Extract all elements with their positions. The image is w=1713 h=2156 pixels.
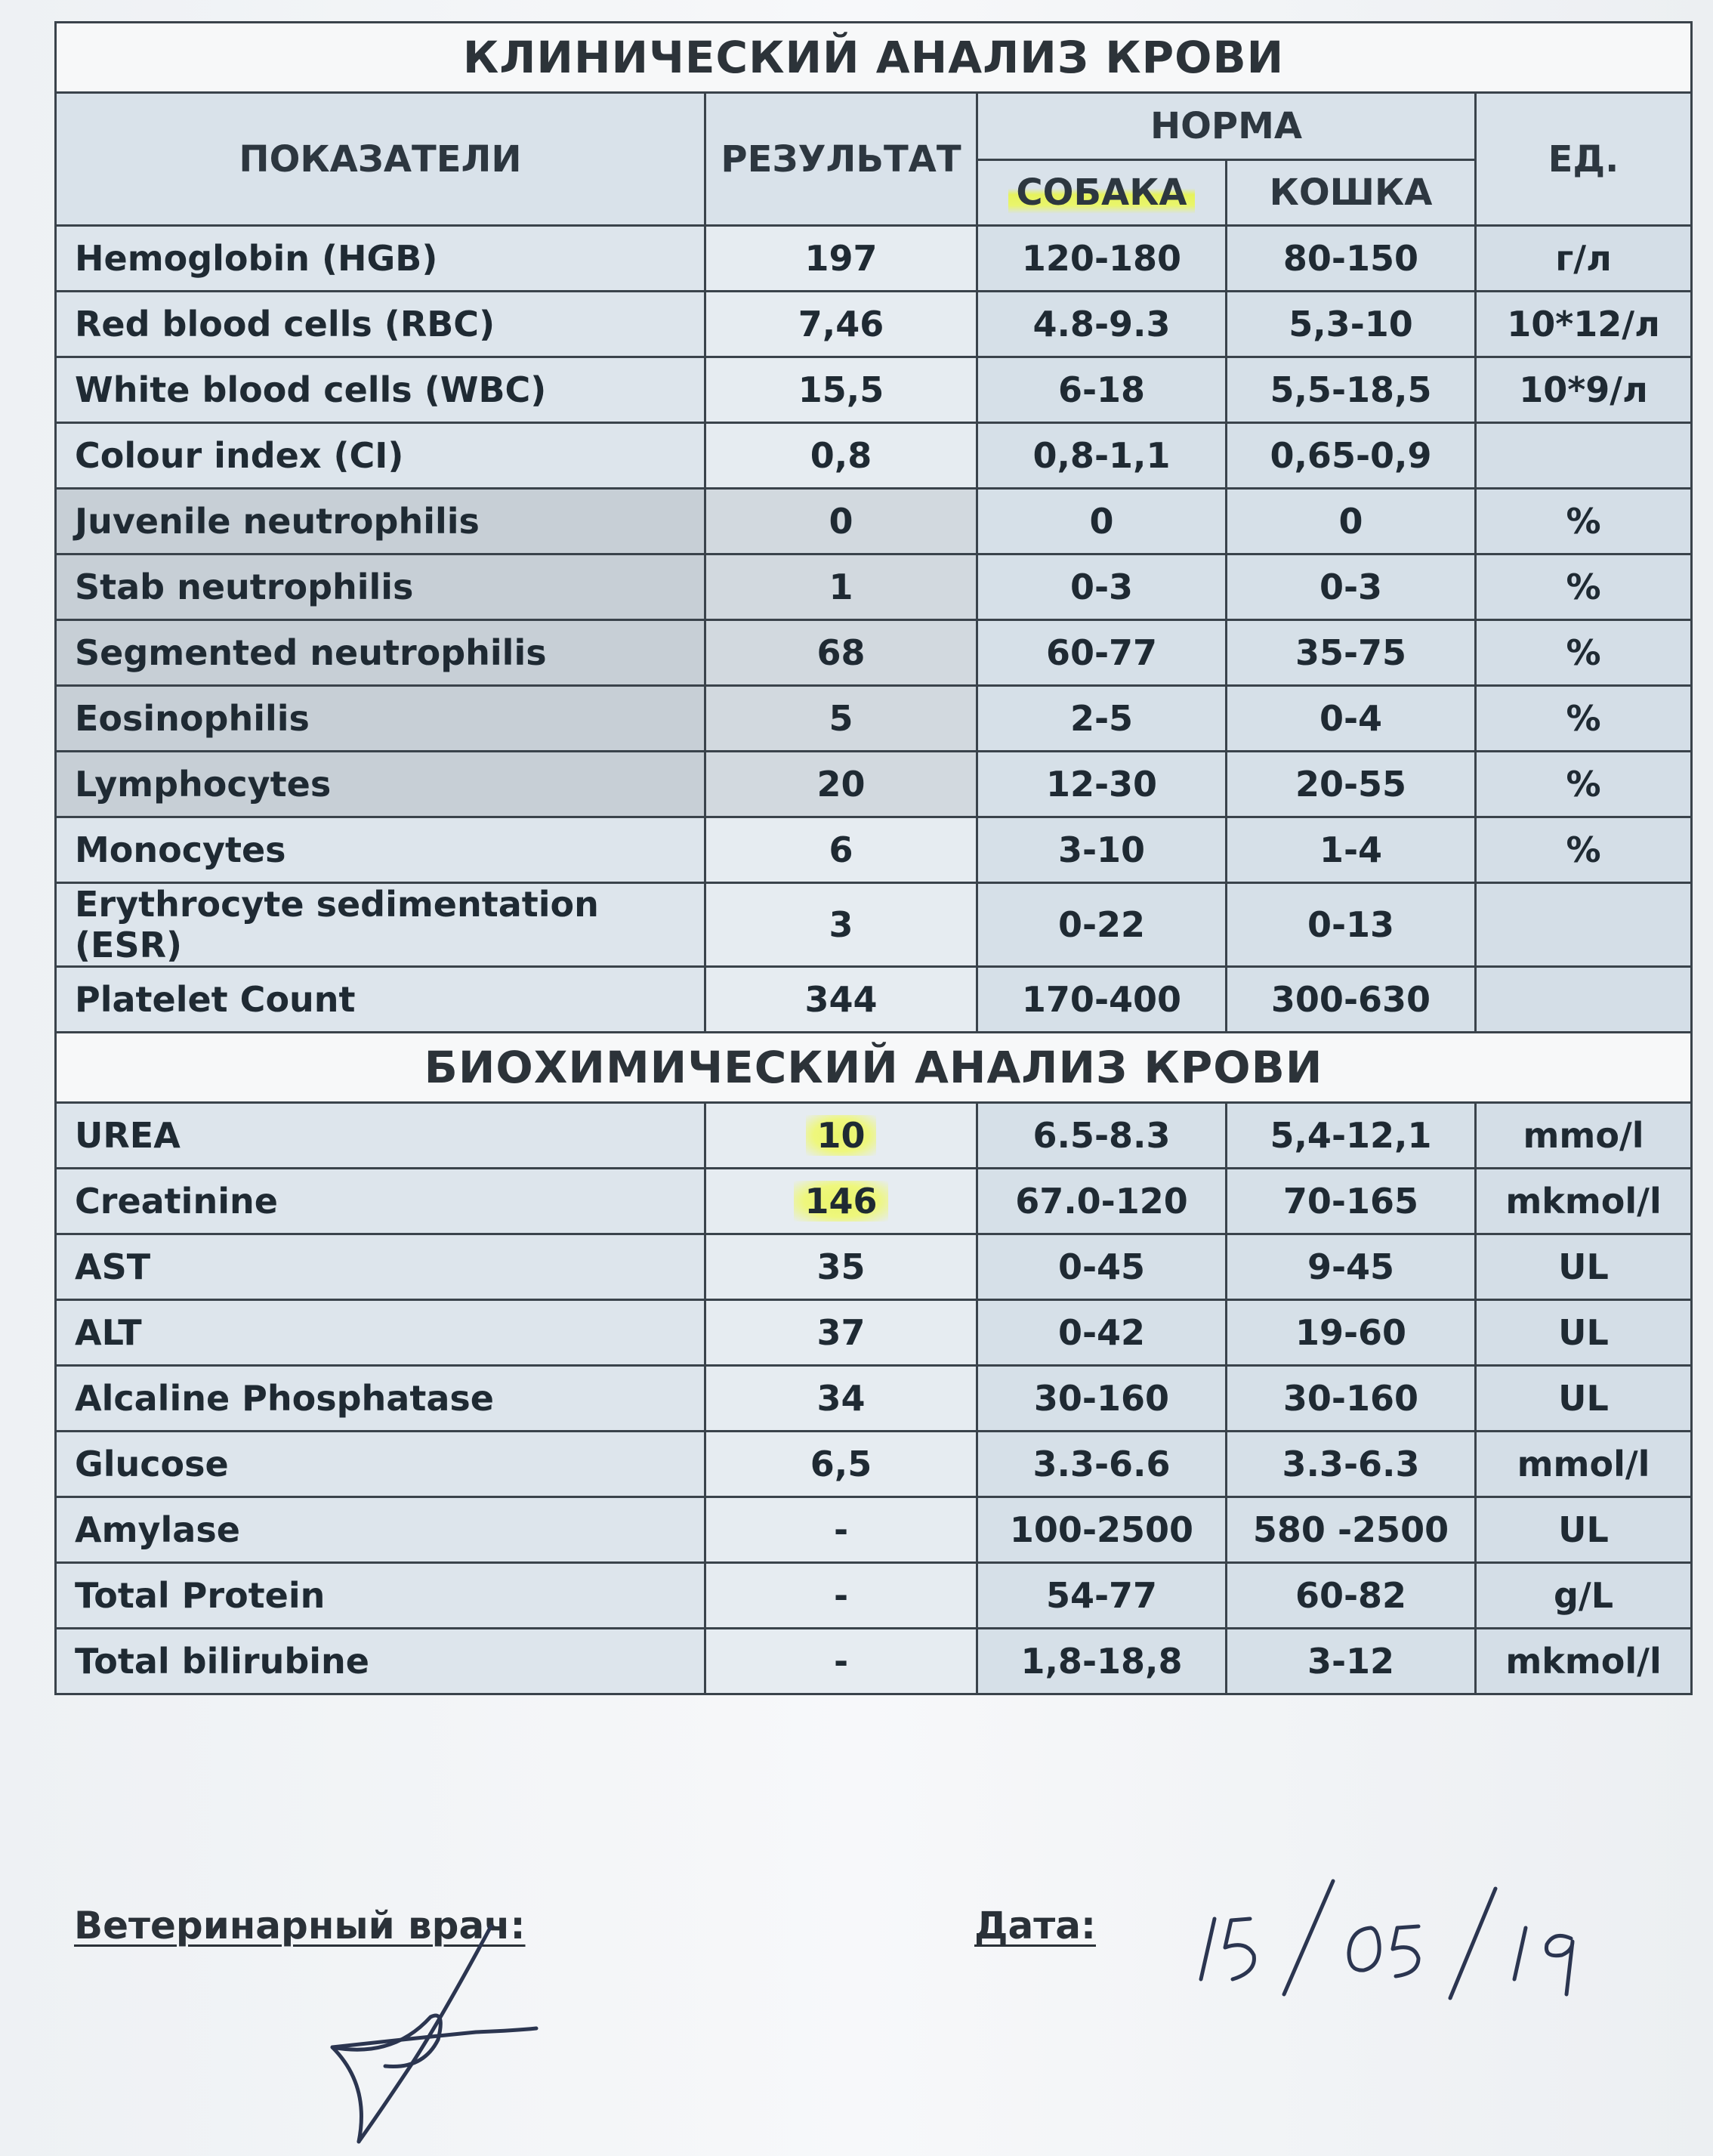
unit-value: mmo/l [1476,1103,1692,1169]
vet-signature [287,1919,559,2145]
indicator-name: UREA [56,1103,705,1169]
indicator-name: AST [56,1234,705,1300]
cat-norm: 20-55 [1227,752,1476,817]
biochem-row [56,1169,1692,1234]
result-value: 6,5 [705,1432,977,1497]
header-result: РЕЗУЛЬТАТ [705,93,977,226]
unit-value: 10*12/л [1476,292,1692,357]
clinical-row [56,357,1692,423]
unit-value: % [1476,489,1692,554]
clinical-row [56,967,1692,1033]
result-value: 15,5 [705,357,977,423]
cat-norm: 19-60 [1227,1300,1476,1366]
header-dog [977,160,1227,226]
dog-norm: 6-18 [977,357,1227,423]
indicator-name: ALT [56,1300,705,1366]
cat-norm: 5,4-12,1 [1227,1103,1476,1169]
indicator-name: Creatinine [56,1169,705,1234]
clinical-row [56,686,1692,752]
biochem-row [56,1103,1692,1169]
clinical-row [56,883,1692,967]
dog-norm: 2-5 [977,686,1227,752]
cat-norm: 60-82 [1227,1563,1476,1629]
blood-analysis-table [54,21,1693,1695]
date-label: Дата: [974,1904,1096,1948]
unit-value: г/л [1476,226,1692,292]
unit-value: UL [1476,1300,1692,1366]
dog-norm: 3.3-6.6 [977,1432,1227,1497]
result-value: - [705,1497,977,1563]
result-value: 68 [705,620,977,686]
result-value: 5 [705,686,977,752]
cat-norm: 0-13 [1227,883,1476,967]
biochem-row [56,1300,1692,1366]
indicator-name: Eosinophilis [56,686,705,752]
dog-norm: 3-10 [977,817,1227,883]
header-norm: НОРМА [977,93,1476,160]
highlighted-result: 146 [794,1181,887,1222]
unit-value: % [1476,686,1692,752]
unit-value: 10*9/л [1476,357,1692,423]
cat-norm: 9-45 [1227,1234,1476,1300]
header-dog-label: СОБАКА [1008,171,1194,214]
dog-norm: 60-77 [977,620,1227,686]
result-value: 0,8 [705,423,977,489]
unit-value: % [1476,620,1692,686]
unit-value [1476,967,1692,1033]
cat-norm: 35-75 [1227,620,1476,686]
result-value: 35 [705,1234,977,1300]
indicator-name: Hemoglobin (HGB) [56,226,705,292]
result-value: - [705,1563,977,1629]
dog-norm: 4.8-9.3 [977,292,1227,357]
vet-label: Ветеринарный врач: [74,1904,526,1948]
biochem-row [56,1563,1692,1629]
indicator-name: Colour index (CI) [56,423,705,489]
clinical-row [56,226,1692,292]
dog-norm: 0-45 [977,1234,1227,1300]
unit-value: g/L [1476,1563,1692,1629]
clinical-row [56,620,1692,686]
dog-norm: 0-42 [977,1300,1227,1366]
dog-norm: 1,8-18,8 [977,1629,1227,1694]
result-value [705,1103,977,1169]
unit-value: UL [1476,1234,1692,1300]
cat-norm: 300-630 [1227,967,1476,1033]
dog-norm: 170-400 [977,967,1227,1033]
indicator-name: Monocytes [56,817,705,883]
dog-norm: 6.5-8.3 [977,1103,1227,1169]
dog-norm: 30-160 [977,1366,1227,1432]
indicator-name: Segmented neutrophilis [56,620,705,686]
result-value: 20 [705,752,977,817]
result-value: 197 [705,226,977,292]
biochem-row [56,1497,1692,1563]
unit-value: % [1476,817,1692,883]
result-value: - [705,1629,977,1694]
dog-norm: 120-180 [977,226,1227,292]
indicator-name: Juvenile neutrophilis [56,489,705,554]
unit-value: % [1476,752,1692,817]
indicator-name: Erythrocyte sedimentation (ESR) [56,883,705,967]
indicator-name: Stab neutrophilis [56,554,705,620]
cat-norm: 30-160 [1227,1366,1476,1432]
header-indicators: ПОКАЗАТЕЛИ [56,93,705,226]
result-value: 7,46 [705,292,977,357]
clinical-row [56,817,1692,883]
clinical-analysis-title: КЛИНИЧЕСКИЙ АНАЛИЗ КРОВИ [56,23,1692,93]
highlighted-result: 10 [806,1115,875,1156]
result-value: 344 [705,967,977,1033]
cat-norm: 0,65-0,9 [1227,423,1476,489]
result-value: 3 [705,883,977,967]
biochem-row [56,1432,1692,1497]
cat-norm: 3-12 [1227,1629,1476,1694]
cat-norm: 3.3-6.3 [1227,1432,1476,1497]
indicator-name: Total Protein [56,1563,705,1629]
handwritten-date-text: 15/05/19 [1178,1866,1182,1867]
cat-norm: 0 [1227,489,1476,554]
unit-value [1476,423,1692,489]
biochem-row [56,1629,1692,1694]
unit-value: % [1476,554,1692,620]
cat-norm: 5,3-10 [1227,292,1476,357]
unit-value: mkmol/l [1476,1169,1692,1234]
result-value: 1 [705,554,977,620]
cat-norm: 580 -2500 [1227,1497,1476,1563]
cat-norm: 80-150 [1227,226,1476,292]
cat-norm: 0-4 [1227,686,1476,752]
clinical-rows [56,226,1692,1033]
unit-value: mmol/l [1476,1432,1692,1497]
dog-norm: 0-22 [977,883,1227,967]
clinical-row [56,752,1692,817]
indicator-name: Total bilirubine [56,1629,705,1694]
clinical-row [56,554,1692,620]
indicator-name: Platelet Count [56,967,705,1033]
cat-norm: 70-165 [1227,1169,1476,1234]
biochem-row [56,1234,1692,1300]
unit-value [1476,883,1692,967]
biochem-analysis-title: БИОХИМИЧЕСКИЙ АНАЛИЗ КРОВИ [56,1033,1692,1103]
indicator-name: Amylase [56,1497,705,1563]
biochem-rows [56,1103,1692,1694]
unit-value: UL [1476,1497,1692,1563]
dog-norm: 0,8-1,1 [977,423,1227,489]
cat-norm: 1-4 [1227,817,1476,883]
clinical-row [56,292,1692,357]
result-value: 6 [705,817,977,883]
dog-norm: 54-77 [977,1563,1227,1629]
clinical-row [56,423,1692,489]
header-cat: КОШКА [1227,160,1476,226]
result-value: 0 [705,489,977,554]
dog-norm: 67.0-120 [977,1169,1227,1234]
unit-value: mkmol/l [1476,1629,1692,1694]
indicator-name: Lymphocytes [56,752,705,817]
result-value [705,1169,977,1234]
indicator-name: Glucose [56,1432,705,1497]
dog-norm: 12-30 [977,752,1227,817]
unit-value: UL [1476,1366,1692,1432]
indicator-name: Alcaline Phosphatase [56,1366,705,1432]
cat-norm: 0-3 [1227,554,1476,620]
header-unit: ЕД. [1476,93,1692,226]
clinical-row [56,489,1692,554]
cat-norm: 5,5-18,5 [1227,357,1476,423]
indicator-name: Red blood cells (RBC) [56,292,705,357]
handwritten-date [1178,1866,1601,2009]
result-value: 34 [705,1366,977,1432]
indicator-name: White blood cells (WBC) [56,357,705,423]
result-value: 37 [705,1300,977,1366]
dog-norm: 100-2500 [977,1497,1227,1563]
biochem-row [56,1366,1692,1432]
dog-norm: 0 [977,489,1227,554]
dog-norm: 0-3 [977,554,1227,620]
